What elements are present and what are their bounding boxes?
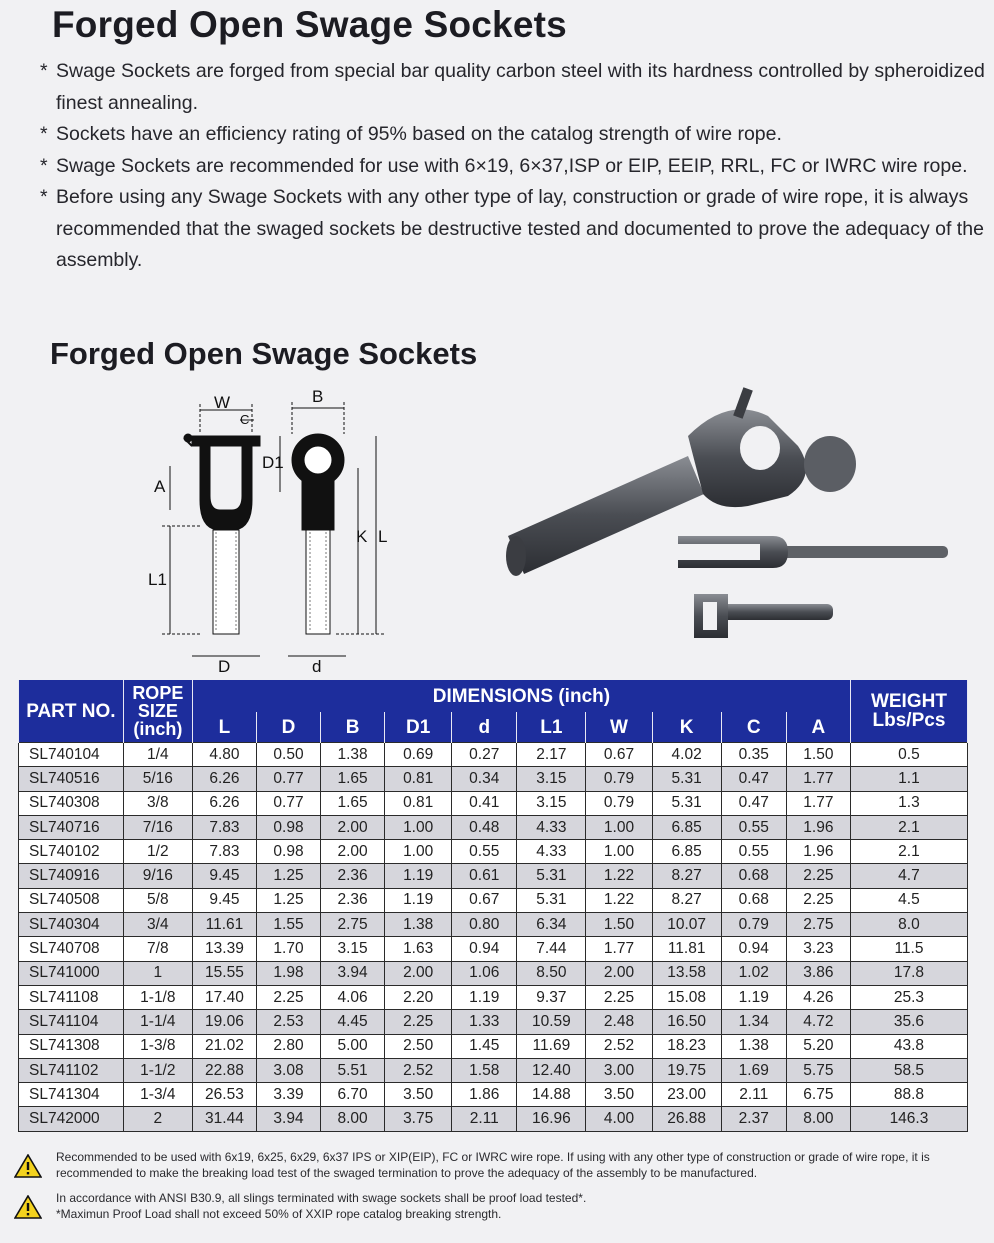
dimension-cell: 1.38	[321, 743, 385, 767]
dimension-cell: 3.94	[256, 1107, 320, 1131]
dimension-cell: 19.06	[192, 1010, 256, 1034]
dimension-cell: 2.50	[385, 1034, 452, 1058]
dim-label-b: B	[312, 387, 324, 406]
part-number-cell: SL741000	[19, 961, 124, 985]
dimension-cell: 1.00	[385, 840, 452, 864]
dimension-cell: 1.33	[452, 1010, 517, 1034]
header-dim-col: W	[586, 712, 652, 743]
table-row	[19, 1107, 968, 1131]
dimension-cell: 9.45	[192, 864, 256, 888]
dimension-cell: 1.63	[385, 937, 452, 961]
dimension-cell: 11.69	[517, 1034, 586, 1058]
table-row	[19, 1083, 968, 1107]
dimension-cell: 3.15	[517, 767, 586, 791]
dimension-cell: 23.00	[652, 1083, 721, 1107]
dimension-cell: 1.19	[385, 888, 452, 912]
header-dim-col: A	[786, 712, 850, 743]
rope-size-cell: 1-1/4	[123, 1010, 192, 1034]
dimension-cell: 3.94	[321, 961, 385, 985]
dimension-cell: 5.31	[517, 888, 586, 912]
table-row	[19, 985, 968, 1009]
header-dim-col: L	[192, 712, 256, 743]
table-row	[19, 864, 968, 888]
dimension-cell: 0.94	[721, 937, 786, 961]
dimension-cell: 0.55	[452, 840, 517, 864]
part-number-cell: SL741308	[19, 1034, 124, 1058]
warning-note: Recommended to be used with 6x19, 6x25, 6x29, 6x37 IPS or XIP(EIP), FC or IWRC wire rope. If using with any other type of construction or grade of wire rope, it is recommended to make the breaking load test of the swaged termination to prove the adequacy of the assembly to be manufactured.	[14, 1150, 984, 1181]
dimension-cell: 0.69	[385, 743, 452, 767]
dimension-cell: 13.58	[652, 961, 721, 985]
weight-cell: 8.0	[850, 913, 967, 937]
header-dim-col: d	[452, 712, 517, 743]
dimension-cell: 6.75	[786, 1083, 850, 1107]
dimension-cell: 3.23	[786, 937, 850, 961]
dim-label-c: C	[240, 412, 250, 427]
dimension-cell: 1.77	[786, 767, 850, 791]
dimension-cell: 0.41	[452, 791, 517, 815]
dimension-cell: 0.94	[452, 937, 517, 961]
part-number-cell: SL740708	[19, 937, 124, 961]
dimension-cell: 7.44	[517, 937, 586, 961]
dimension-cell: 1.34	[721, 1010, 786, 1034]
dimension-cell: 16.96	[517, 1107, 586, 1131]
dim-label-d1: D1	[262, 453, 284, 472]
part-number-cell: SL742000	[19, 1107, 124, 1131]
dimension-cell: 1.69	[721, 1058, 786, 1082]
dimension-cell: 11.61	[192, 913, 256, 937]
dimension-cell: 18.23	[652, 1034, 721, 1058]
dim-label-d-upper: D	[218, 657, 231, 676]
dimension-cell: 1.50	[586, 913, 652, 937]
dimension-drawing	[140, 380, 400, 680]
dimension-cell: 6.26	[192, 791, 256, 815]
dimension-cell: 5.00	[321, 1034, 385, 1058]
dimension-cell: 3.50	[385, 1083, 452, 1107]
dimension-cell: 26.53	[192, 1083, 256, 1107]
weight-cell: 146.3	[850, 1107, 967, 1131]
dimension-cell: 4.33	[517, 815, 586, 839]
rope-size-cell: 1-1/8	[123, 985, 192, 1009]
dimension-cell: 1.00	[586, 840, 652, 864]
weight-cell: 1.3	[850, 791, 967, 815]
dimension-cell: 1.96	[786, 815, 850, 839]
dimension-cell: 1.77	[586, 937, 652, 961]
page-title: Forged Open Swage Sockets	[52, 4, 567, 45]
dimension-cell: 3.15	[321, 937, 385, 961]
dimension-cell: 6.34	[517, 913, 586, 937]
dimension-cell: 0.81	[385, 767, 452, 791]
header-part-no: PART NO.	[19, 680, 124, 743]
dimension-cell: 1.77	[786, 791, 850, 815]
dimension-cell: 2.25	[385, 1010, 452, 1034]
dimension-cell: 2.75	[321, 913, 385, 937]
rope-size-cell: 1/2	[123, 840, 192, 864]
dimension-cell: 31.44	[192, 1107, 256, 1131]
feature-bullet: * Sockets have an efficiency rating of 95% based on the catalog strength of wire rope.	[40, 123, 782, 145]
dimension-cell: 1.86	[452, 1083, 517, 1107]
dimension-cell: 2.17	[517, 743, 586, 767]
dimension-cell: 4.80	[192, 743, 256, 767]
part-number-cell: SL740102	[19, 840, 124, 864]
dimension-cell: 1.19	[721, 985, 786, 1009]
dimension-cell: 17.40	[192, 985, 256, 1009]
dimension-cell: 0.67	[452, 888, 517, 912]
dimension-cell: 4.45	[321, 1010, 385, 1034]
dimension-cell: 1.22	[586, 888, 652, 912]
weight-cell: 11.5	[850, 937, 967, 961]
dimension-cell: 0.79	[586, 767, 652, 791]
dimension-cell: 1.38	[385, 913, 452, 937]
dimension-cell: 2.25	[586, 985, 652, 1009]
dimension-cell: 2.52	[586, 1034, 652, 1058]
dimension-cell: 15.08	[652, 985, 721, 1009]
rope-size-cell: 1	[123, 961, 192, 985]
dimension-cell: 0.79	[586, 791, 652, 815]
dimension-cell: 1.06	[452, 961, 517, 985]
dimension-cell: 21.02	[192, 1034, 256, 1058]
dimension-cell: 4.00	[586, 1107, 652, 1131]
weight-cell: 4.7	[850, 864, 967, 888]
dimension-cell: 0.80	[452, 913, 517, 937]
notes-section	[14, 1150, 984, 1222]
header-dim-col: C	[721, 712, 786, 743]
dimension-cell: 5.31	[652, 791, 721, 815]
dimension-cell: 1.96	[786, 840, 850, 864]
weight-cell: 88.8	[850, 1083, 967, 1107]
table-row	[19, 1058, 968, 1082]
dimension-cell: 11.81	[652, 937, 721, 961]
table-row	[19, 913, 968, 937]
table-row	[19, 743, 968, 767]
table-row	[19, 961, 968, 985]
dimension-cell: 8.27	[652, 888, 721, 912]
weight-cell: 2.1	[850, 840, 967, 864]
rope-size-cell: 2	[123, 1107, 192, 1131]
dimension-cell: 6.85	[652, 840, 721, 864]
dimension-cell: 2.36	[321, 864, 385, 888]
dimension-cell: 0.77	[256, 791, 320, 815]
dimension-cell: 1.50	[786, 743, 850, 767]
dimension-cell: 22.88	[192, 1058, 256, 1082]
dimension-cell: 5.20	[786, 1034, 850, 1058]
dimension-cell: 0.61	[452, 864, 517, 888]
table-row	[19, 791, 968, 815]
warning-icon	[14, 1154, 42, 1178]
dimension-cell: 1.00	[586, 815, 652, 839]
dimension-cell: 0.67	[586, 743, 652, 767]
header-dimensions: DIMENSIONS (inch)	[192, 680, 850, 712]
weight-cell: 0.5	[850, 743, 967, 767]
dimension-cell: 4.26	[786, 985, 850, 1009]
dimension-cell: 1.25	[256, 888, 320, 912]
dimension-cell: 10.59	[517, 1010, 586, 1034]
dimension-cell: 2.00	[586, 961, 652, 985]
dimension-cell: 5.75	[786, 1058, 850, 1082]
dimension-cell: 2.75	[786, 913, 850, 937]
dimension-cell: 1.98	[256, 961, 320, 985]
dimension-cell: 2.00	[385, 961, 452, 985]
weight-cell: 4.5	[850, 888, 967, 912]
dimension-cell: 0.34	[452, 767, 517, 791]
part-number-cell: SL741102	[19, 1058, 124, 1082]
part-number-cell: SL740516	[19, 767, 124, 791]
table-row	[19, 937, 968, 961]
dimension-cell: 7.83	[192, 815, 256, 839]
weight-cell: 58.5	[850, 1058, 967, 1082]
dimensions-table	[18, 680, 968, 1132]
dimension-cell: 3.08	[256, 1058, 320, 1082]
weight-cell: 43.8	[850, 1034, 967, 1058]
dimension-cell: 1.02	[721, 961, 786, 985]
dimension-cell: 8.50	[517, 961, 586, 985]
feature-bullet: * Before using any Swage Sockets with any other type of lay, construction or grade of wire rope, it is always recommended that the swaged sockets be destructive tested and documented to prove the adequacy of the assembly.	[40, 186, 984, 271]
dimension-cell: 0.98	[256, 840, 320, 864]
dimension-cell: 5.31	[517, 864, 586, 888]
header-dim-col: B	[321, 712, 385, 743]
table-body	[19, 743, 968, 1132]
dimension-cell: 15.55	[192, 961, 256, 985]
dimension-cell: 0.47	[721, 791, 786, 815]
dimension-cell: 0.77	[256, 767, 320, 791]
dimension-cell: 9.45	[192, 888, 256, 912]
dimension-cell: 3.00	[586, 1058, 652, 1082]
product-photo	[498, 376, 958, 656]
dimension-cell: 1.19	[385, 864, 452, 888]
part-number-cell: SL740716	[19, 815, 124, 839]
dim-label-l1: L1	[148, 570, 167, 589]
table-row	[19, 1034, 968, 1058]
feature-bullet: * Swage Sockets are recommended for use with 6×19, 6×37,ISP or EIP, EEIP, RRL, FC or IWRC wire rope.	[40, 154, 968, 177]
rope-size-cell: 1-1/2	[123, 1058, 192, 1082]
dimension-cell: 6.85	[652, 815, 721, 839]
dimension-cell: 2.25	[786, 864, 850, 888]
rope-size-cell: 9/16	[123, 864, 192, 888]
dimension-cell: 0.35	[721, 743, 786, 767]
part-number-cell: SL740916	[19, 864, 124, 888]
dimension-cell: 7.83	[192, 840, 256, 864]
dimension-cell: 4.33	[517, 840, 586, 864]
dimension-cell: 3.15	[517, 791, 586, 815]
dimension-cell: 2.11	[452, 1107, 517, 1131]
weight-cell: 35.6	[850, 1010, 967, 1034]
dimension-cell: 16.50	[652, 1010, 721, 1034]
dimension-cell: 4.72	[786, 1010, 850, 1034]
dimension-cell: 2.25	[256, 985, 320, 1009]
dimension-cell: 2.48	[586, 1010, 652, 1034]
part-number-cell: SL741108	[19, 985, 124, 1009]
dimension-cell: 8.00	[786, 1107, 850, 1131]
dimension-cell: 0.55	[721, 815, 786, 839]
dim-label-k: K	[356, 527, 368, 546]
dimension-cell: 4.02	[652, 743, 721, 767]
dimension-cell: 2.80	[256, 1034, 320, 1058]
part-number-cell: SL740104	[19, 743, 124, 767]
dimension-cell: 1.25	[256, 864, 320, 888]
weight-cell: 17.8	[850, 961, 967, 985]
dimension-cell: 2.11	[721, 1083, 786, 1107]
rope-size-cell: 5/8	[123, 888, 192, 912]
weight-cell: 25.3	[850, 985, 967, 1009]
dimension-cell: 2.00	[321, 840, 385, 864]
header-weight: WEIGHT Lbs/Pcs	[850, 680, 967, 743]
rope-size-cell: 1-3/4	[123, 1083, 192, 1107]
dimension-cell: 1.38	[721, 1034, 786, 1058]
header-rope-size: ROPE SIZE (inch)	[123, 680, 192, 743]
dimension-cell: 12.40	[517, 1058, 586, 1082]
dimension-cell: 14.88	[517, 1083, 586, 1107]
dimension-cell: 6.26	[192, 767, 256, 791]
dimension-cell: 5.51	[321, 1058, 385, 1082]
dimension-cell: 1.00	[385, 815, 452, 839]
table-row	[19, 815, 968, 839]
dimension-cell: 6.70	[321, 1083, 385, 1107]
dimension-cell: 0.47	[721, 767, 786, 791]
table-row	[19, 888, 968, 912]
dimension-cell: 0.48	[452, 815, 517, 839]
dimension-cell: 1.58	[452, 1058, 517, 1082]
dimension-cell: 0.27	[452, 743, 517, 767]
part-number-cell: SL740304	[19, 913, 124, 937]
dimension-cell: 9.37	[517, 985, 586, 1009]
dimension-cell: 0.55	[721, 840, 786, 864]
dimension-cell: 19.75	[652, 1058, 721, 1082]
dimension-cell: 8.00	[321, 1107, 385, 1131]
weight-cell: 2.1	[850, 815, 967, 839]
feature-list	[40, 56, 988, 277]
dimension-cell: 26.88	[652, 1107, 721, 1131]
dim-label-d-lower: d	[312, 657, 322, 676]
dimension-cell: 2.00	[321, 815, 385, 839]
dim-label-l: L	[378, 527, 388, 546]
table-row	[19, 767, 968, 791]
dimension-cell: 3.39	[256, 1083, 320, 1107]
dimension-cell: 13.39	[192, 937, 256, 961]
part-number-cell: SL741304	[19, 1083, 124, 1107]
header-dim-col: L1	[517, 712, 586, 743]
dimension-cell: 0.81	[385, 791, 452, 815]
header-dim-col: K	[652, 712, 721, 743]
table-row	[19, 1010, 968, 1034]
dimension-cell: 0.98	[256, 815, 320, 839]
dimension-cell: 1.19	[452, 985, 517, 1009]
dimension-cell: 2.36	[321, 888, 385, 912]
rope-size-cell: 7/8	[123, 937, 192, 961]
part-number-cell: SL740508	[19, 888, 124, 912]
dimension-cell: 4.06	[321, 985, 385, 1009]
dimension-cell: 3.50	[586, 1083, 652, 1107]
dimension-cell: 0.79	[721, 913, 786, 937]
dimension-cell: 3.86	[786, 961, 850, 985]
dimension-cell: 1.22	[586, 864, 652, 888]
header-dim-col: D1	[385, 712, 452, 743]
dimension-cell: 1.45	[452, 1034, 517, 1058]
rope-size-cell: 7/16	[123, 815, 192, 839]
dimension-cell: 5.31	[652, 767, 721, 791]
table-row	[19, 840, 968, 864]
warning-icon	[14, 1195, 42, 1219]
rope-size-cell: 1-3/8	[123, 1034, 192, 1058]
rope-size-cell: 3/4	[123, 913, 192, 937]
dimension-cell: 10.07	[652, 913, 721, 937]
weight-cell: 1.1	[850, 767, 967, 791]
warning-note: In accordance with ANSI B30.9, all slings terminated with swage sockets shall be proof load tested*. *Maximun Proof Load shall not exceed 50% of XXIP rope catalog breaking strength.	[14, 1191, 984, 1222]
dimension-cell: 1.65	[321, 767, 385, 791]
dim-label-w: W	[214, 393, 231, 412]
dimension-cell: 0.50	[256, 743, 320, 767]
feature-bullet: * Swage Sockets are forged from special bar quality carbon steel with its hardness controlled by spheroidized finest annealing.	[40, 60, 985, 114]
dimension-cell: 2.25	[786, 888, 850, 912]
dimension-cell: 1.55	[256, 913, 320, 937]
dim-label-a: A	[154, 477, 166, 496]
dimension-cell: 1.70	[256, 937, 320, 961]
dimension-cell: 2.37	[721, 1107, 786, 1131]
rope-size-cell: 5/16	[123, 767, 192, 791]
rope-size-cell: 3/8	[123, 791, 192, 815]
dimension-cell: 0.68	[721, 864, 786, 888]
dimension-cell: 0.68	[721, 888, 786, 912]
part-number-cell: SL741104	[19, 1010, 124, 1034]
dimension-cell: 3.75	[385, 1107, 452, 1131]
dimension-cell: 2.52	[385, 1058, 452, 1082]
dimension-cell: 2.53	[256, 1010, 320, 1034]
dimension-cell: 1.65	[321, 791, 385, 815]
section-title: Forged Open Swage Sockets	[50, 336, 478, 371]
part-number-cell: SL740308	[19, 791, 124, 815]
header-dim-col: D	[256, 712, 320, 743]
dimension-cell: 2.20	[385, 985, 452, 1009]
rope-size-cell: 1/4	[123, 743, 192, 767]
dimension-cell: 8.27	[652, 864, 721, 888]
